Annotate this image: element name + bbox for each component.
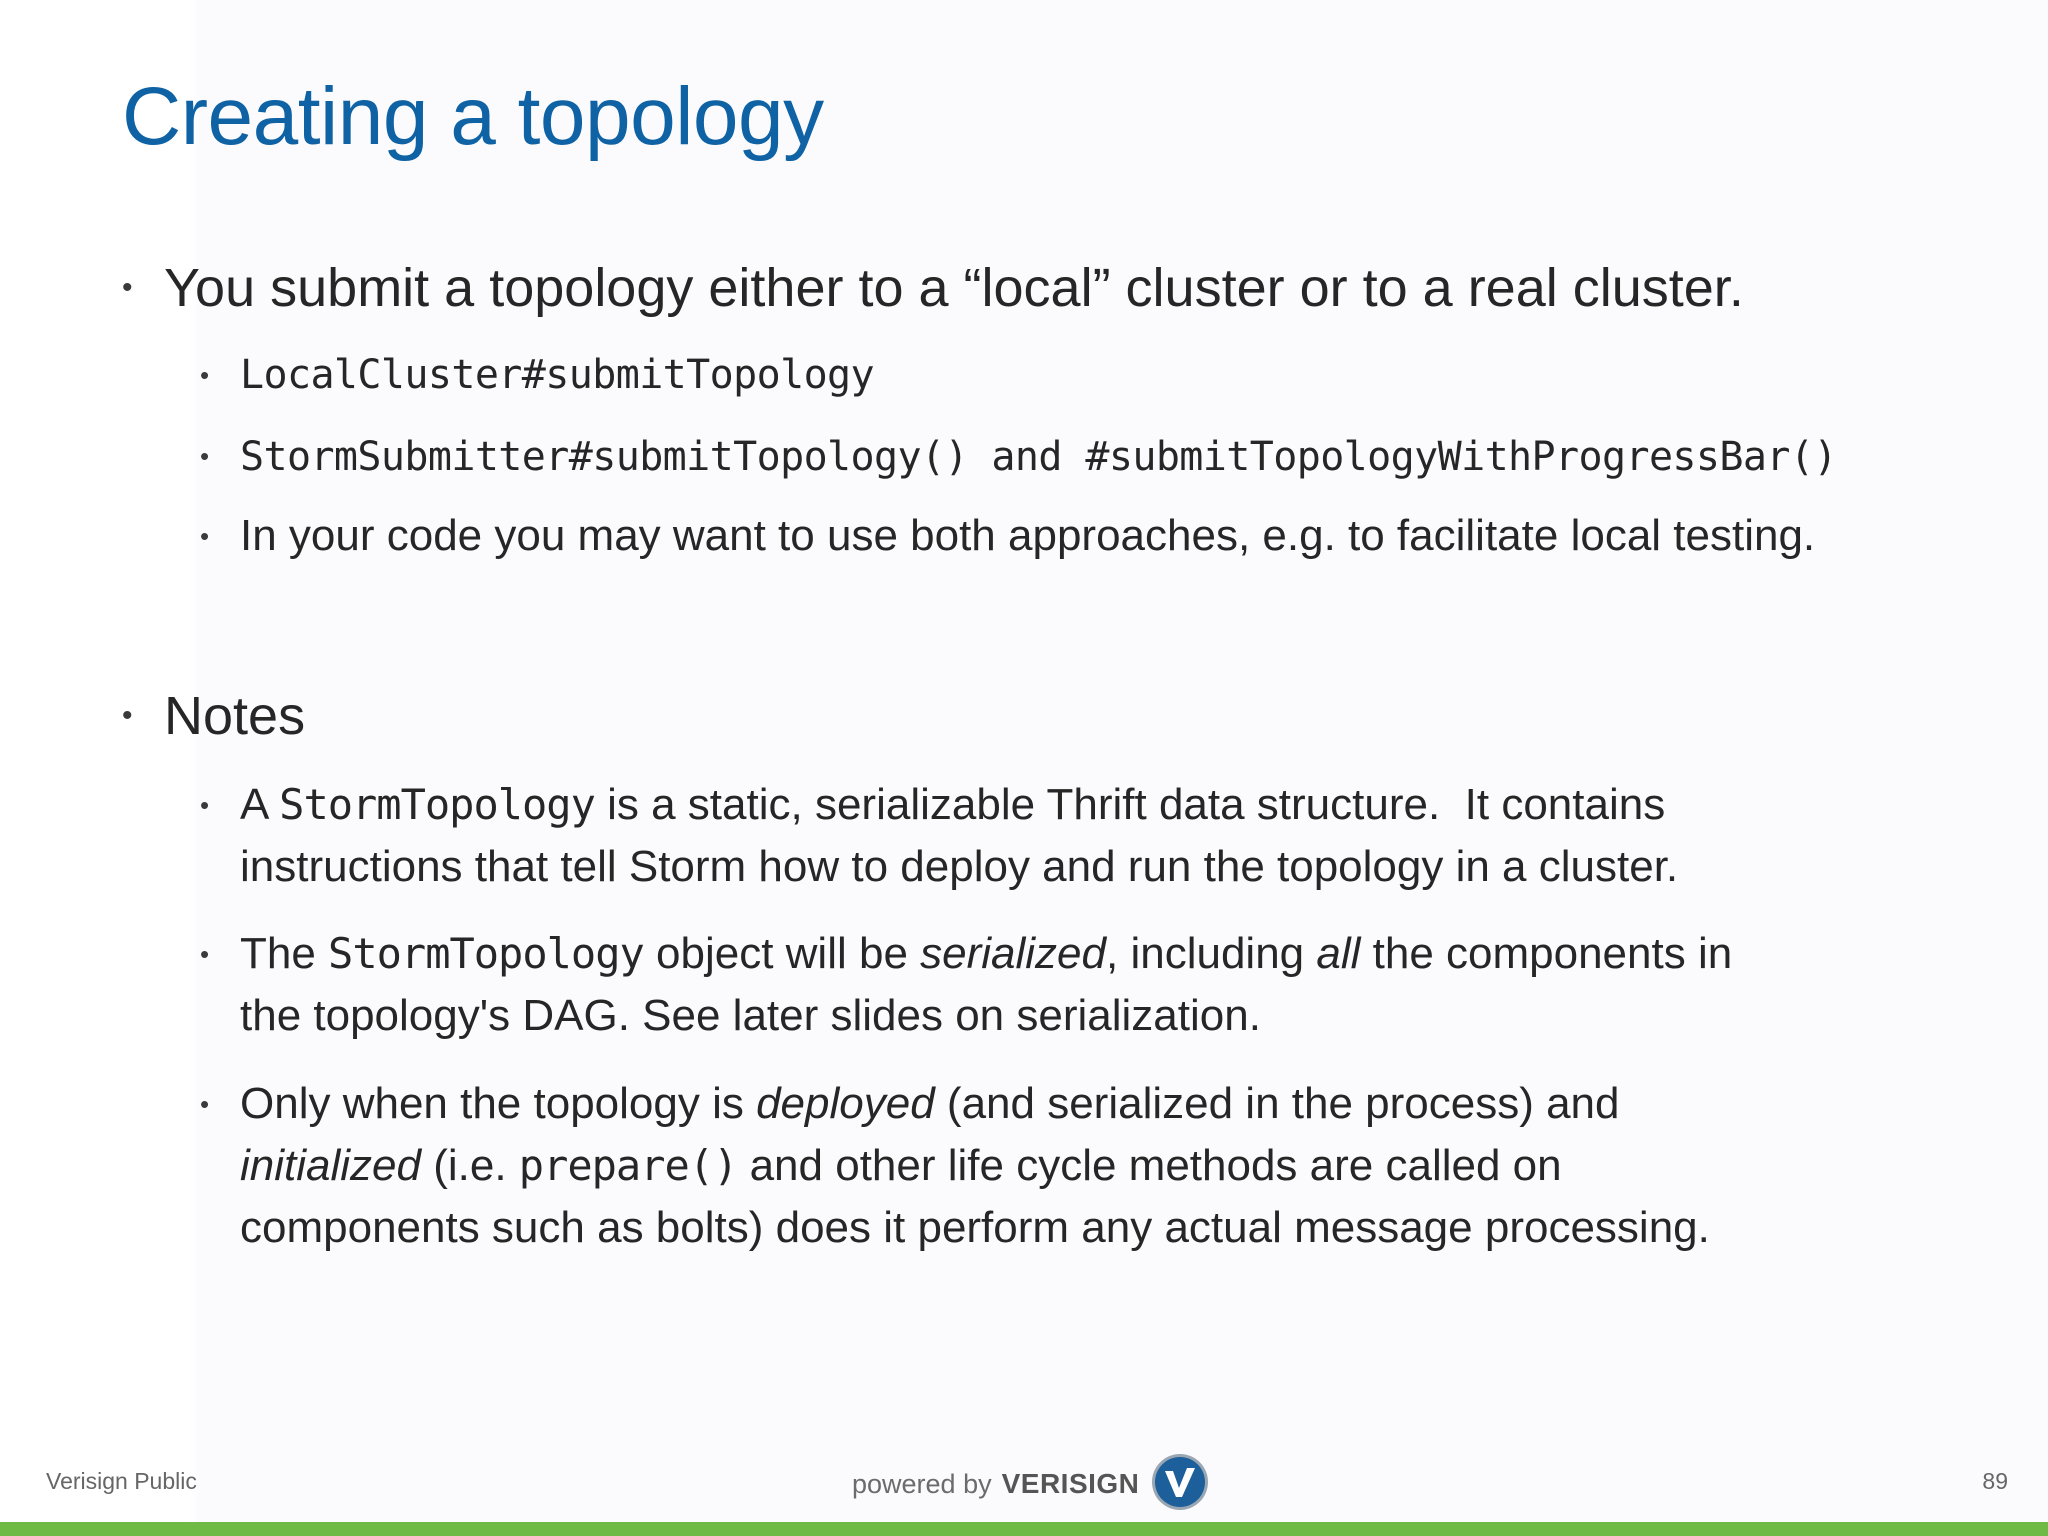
bullet-dot-icon: • [122, 699, 133, 732]
text-pre: Only when the topology is [240, 1079, 757, 1128]
text-line3: components such as bolts) does it perform any actual message processing. [240, 1203, 1710, 1252]
text-line2: the topology's DAG. See later slides on serialization. [240, 991, 1261, 1040]
text-post: (and serialized in the process) and [934, 1079, 1620, 1128]
text-emphasis: initialized [240, 1141, 421, 1190]
sub-bullet-text [240, 923, 1732, 1047]
text-emphasis: deployed [756, 1079, 935, 1128]
page-number: 89 [1982, 1468, 2008, 1494]
text-post: is a static, serializable Thrift data structure. It contains [594, 780, 1666, 829]
logo-brand: VERISIGN [1001, 1468, 1140, 1499]
bullet-text: You submit a topology either to a “local” cluster or to a real cluster. [164, 258, 1744, 318]
footer-classification: Verisign Public [46, 1468, 197, 1494]
text-pre: A [240, 780, 280, 829]
logo-powered-by: powered by [852, 1468, 992, 1499]
bullet-dot-icon: • [200, 521, 210, 551]
text-pre: The [240, 929, 329, 978]
sub-bullet-text [240, 774, 1678, 898]
text-emphasis: serialized [920, 929, 1107, 978]
sub-bullet-text [240, 425, 1837, 488]
bullet-dot-icon: • [122, 271, 133, 304]
bullet-dot-icon: • [200, 1089, 210, 1119]
verisign-logo [852, 1452, 1211, 1516]
text-mid2: , including [1106, 929, 1317, 978]
verisign-checkmark-logo-icon [1149, 1451, 1211, 1518]
sub-bullet-text: In your code you may want to use both approaches, e.g. to facilitate local testing. [240, 511, 1816, 560]
accent-bar [0, 1522, 2048, 1536]
text-emphasis: all [1316, 929, 1361, 978]
bullet-dot-icon: • [200, 790, 210, 820]
text-mid: (i.e. [420, 1141, 519, 1190]
sub-bullet-text [240, 1073, 1710, 1259]
bullet-text: Notes [164, 686, 306, 746]
code-storm-topology: StormTopology [279, 780, 595, 829]
bullet-dot-icon: • [200, 441, 210, 471]
bullet-dot-icon: • [200, 939, 210, 969]
slide-title: Creating a topology [122, 71, 824, 162]
code-local-cluster: LocalCluster#submitTopology [240, 352, 875, 398]
code-progress-bar: #submitTopologyWithProgressBar() [1085, 434, 1837, 480]
code-storm-submitter: StormSubmitter#submitTopology() [240, 434, 968, 480]
sub-bullet-connector: and [967, 434, 1086, 480]
text-mid: object will be [643, 929, 921, 978]
text-line2: instructions that tell Storm how to deploy and run the topology in a cluster. [240, 842, 1679, 891]
text-post2: and other life cycle methods are called on [737, 1141, 1562, 1190]
code-storm-topology: StormTopology [328, 929, 644, 978]
bullet-dot-icon: • [200, 360, 210, 390]
code-prepare: prepare() [518, 1141, 738, 1190]
text-post: the components in [1360, 929, 1733, 978]
